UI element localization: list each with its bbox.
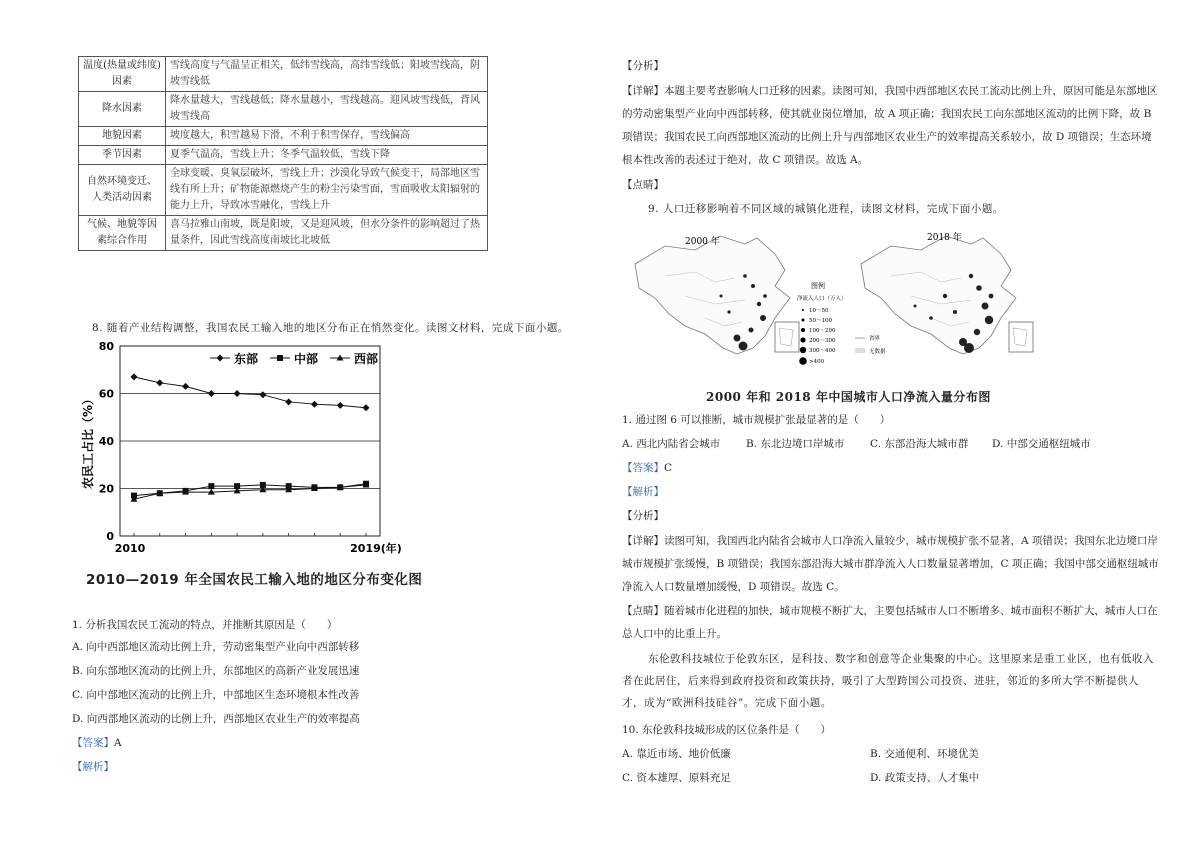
detail-text: 读图可知，我国西北内陆省会城市人口净流入量较少，城市规模扩张不显著，A 项错误；我国东北边境口岸城市规模扩张缓慢，B 项错误；我国东部沿海大城市群净流入人口数量显著增加，C 项正确；我国中部交通枢纽城市净流入人口数量增加缓慢，D 项错误。故选 C。 [622,535,1159,593]
factor-name: 地貌因素 [79,127,166,146]
q8-intro: 8. 随着产业结构调整，我国农民工输入地的地区分布正在悄然变化。读图文材料，完成下面小题。 [92,322,569,334]
detail-label: 【详解】 [622,85,664,97]
legend-item: 10～50 [809,308,829,314]
y-tick-label: 40 [98,435,114,448]
legend-title: 图例 [811,282,825,290]
y-tick-label: 20 [98,482,114,496]
q10-option-c: C. 资本雄厚、原料充足 [622,772,731,784]
data-point [131,373,138,380]
q9-intro: 9. 人口迁移影响着不同区域的城镇化进程，读图文材料，完成下面小题。 [648,203,1004,215]
detail-paragraph [622,80,1160,172]
series-diamond [131,373,370,411]
legend-item: >400 [809,359,825,365]
q10-passage: 东伦敦科技城位于伦敦东区，是科技、数字和创意等企业集聚的中心。这里原来是重工业区，也有低收入者在此居住，后来得到政府投资和政策扶持，吸引了大型跨国公司投资、进驻，邻近的多所大学不断提供人才，成为“欧洲科技硅谷”。完成下面小题。 [622,653,1154,709]
chart-series [131,373,370,501]
q9-detail-paragraph [622,530,1160,599]
data-point [182,383,189,390]
q8-question: 1. 分析我国农民工流动的特点，并推断其原因是（ ） [72,619,338,631]
q8-answer [72,735,122,751]
point-label: 【点睛】 [622,605,664,617]
q8-option-c: C. 向中部地区流动的比例上升，中部地区生态环境根本性改善 [72,689,360,701]
data-point [156,379,163,386]
factor-row [79,165,488,216]
chart-axes [99,340,402,555]
factor-row [79,146,488,165]
series-square [131,481,369,499]
migrant-worker-line-chart [80,338,410,568]
series-triangle [131,481,370,501]
factor-name: 季节因素 [79,146,166,165]
q9-option-a: A. 西北内陆省会城市 [622,438,721,450]
q9-option-c: C. 东部沿海大城市群 [870,438,969,450]
q9-answer [622,460,672,476]
data-point [285,398,292,405]
legend-marker [277,355,283,361]
point-label: 【点睛】 [622,179,664,191]
factor-row [79,216,488,251]
q8-analysis-label: 【解析】 [72,761,114,773]
legend-province: 省界 [869,336,881,342]
legend-item: 300～400 [809,348,836,354]
legend-nodata: 无数据 [869,349,886,355]
legend-label: 中部 [294,352,319,366]
factor-effect: 降水量越大，雪线越低；降水量越小，雪线越高。迎风坡雪线低，背风坡雪线高 [166,92,488,127]
factor-row [79,92,488,127]
factor-effect: 雪线高度与气温呈正相关，低纬雪线高，高纬雪线低；阳坡雪线高，阴坡雪线低 [166,57,488,92]
data-point [337,402,344,409]
q9-option-b: B. 东北边境口岸城市 [746,438,845,450]
legend-item: 50～100 [809,318,832,324]
answer-label: 【答案】 [622,462,664,474]
legend-subtitle: 净流入人口（万人） [797,296,847,302]
series-line [134,484,366,496]
q9-point-paragraph [622,600,1160,646]
q10-option-b: B. 交通便利、环境优美 [870,748,979,760]
q9-option-d: D. 中部交通枢纽城市 [992,438,1091,450]
answer-label: 【答案】 [72,737,114,749]
factor-effect: 喜马拉雅山南坡，既是阳坡，又是迎风坡，但水分条件的影响超过了热量条件，因此雪线高度南坡比北坡低 [166,216,488,251]
q10-question: 10. 东伦敦科技城形成的区位条件是（ ） [622,724,832,736]
map-legend [797,281,886,365]
y-tick-label: 0 [106,530,114,543]
q8-option-d: D. 向西部地区流动的比例上升，西部地区农业生产的效率提高 [72,713,360,725]
chart-legend [210,351,378,366]
detail-label: 【详解】 [622,535,664,547]
chart-title: 2010—2019 年全国农民工输入地的地区分布变化图 [86,572,423,588]
answer-value: C [664,462,673,474]
legend-marker [217,355,224,362]
y-tick-label: 80 [98,340,114,353]
detail-text: 本题主要考查影响人口迁移的因素。读图可知，我国中西部地区农民工流动比例上升，原因可能是东部地区的劳动密集型产业向中西部转移，使其就业岗位增加，故 A 项正确；我国农民工向东部地区流动的比例下降，故 B 项错误；我国农民工向西部地区流动的比例上升与西部地区农业生产的效率提高关系较小，故 D 项错误；生态环境根本性改善的表述过于绝对，故 C 项错误。故选 A。 [622,85,1158,166]
data-point [363,404,370,411]
map-2018-label: 2018 年 [927,233,962,243]
map-2000-label: 2000 年 [685,237,720,247]
answer-value: A [114,737,122,749]
china-population-maps [625,226,1065,386]
factor-effect: 坡度越大，积雪越易下滑，不利于积雪保存，雪线偏高 [166,127,488,146]
q8-option-a: A. 向中西部地区流动比例上升，劳动密集型产业向中西部转移 [72,641,360,653]
legend-label: 东部 [234,352,259,366]
factor-row [79,127,488,146]
legend-label: 西部 [354,352,379,366]
factor-name: 温度(热量或纬度)因素 [79,57,166,92]
q9-fenxi-label: 【分析】 [622,510,664,522]
map-title: 2000 年和 2018 年中国城市人口净流入量分布图 [706,390,991,404]
factor-effect: 全球变暖、臭氧层破坏，雪线上升；沙漠化导致气候变干，局部地区雪线有所上升；矿物能源燃烧产生的粉尘污染雪面，雪面吸收太阳辐射的能力上升，导致冰雪融化，雪线上升 [166,165,488,216]
legend-item: 100～200 [809,328,836,334]
data-point [259,391,266,398]
x-start-label: 2010 [114,542,146,555]
data-point [234,390,241,397]
factor-name: 自然环境变迁、人类活动因素 [79,165,166,216]
x-end-label: 2019(年) [350,542,402,555]
q10-option-d: D. 政策支持、人才集中 [870,772,980,784]
snowline-factors-table [78,56,488,251]
y-tick-label: 60 [98,387,114,401]
data-point [208,390,215,397]
factor-name: 降水因素 [79,92,166,127]
q9-question: 1. 通过图 6 可以推断，城市规模扩张最显著的是（ ） [622,414,891,426]
data-point [311,401,318,408]
chart-y-axis-label: 农民工占比（%） [81,392,95,490]
series-line [134,377,366,408]
data-point [208,483,214,489]
factor-effect: 夏季气温高，雪线上升；冬季气温较低，雪线下降 [166,146,488,165]
q8-option-b: B. 向东部地区流动的比例上升，东部地区的高新产业发展迅速 [72,665,360,677]
legend-item: 200～300 [809,338,836,344]
factor-row [79,57,488,92]
factor-name: 气候、地貌等因素综合作用 [79,216,166,251]
analysis-label: 【分析】 [622,60,664,72]
q9-analysis-label: 【解析】 [622,486,664,498]
point-text: 随着城市化进程的加快，城市规模不断扩大，主要包括城市人口不断增多、城市面积不断扩大，城市人口在总人口中的比重上升。 [622,605,1158,640]
q10-option-a: A. 靠近市场、地价低廉 [622,748,731,760]
